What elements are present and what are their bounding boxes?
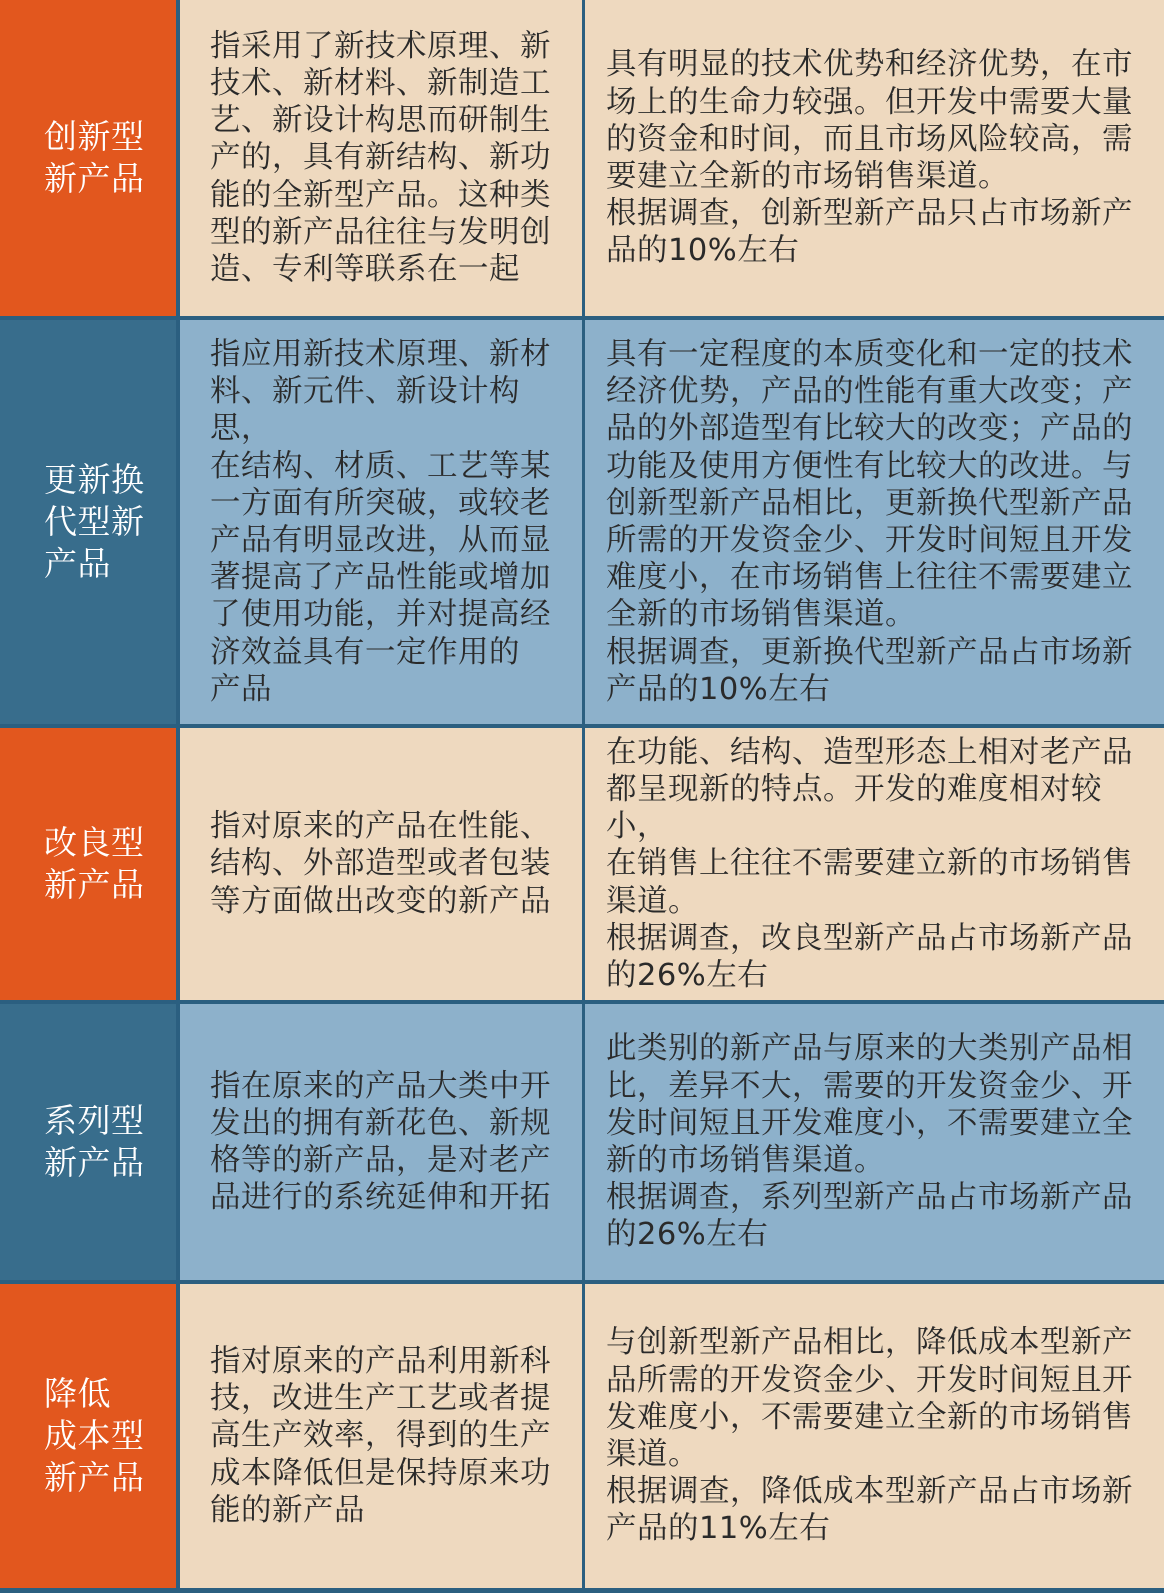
definition-cell	[180, 1284, 582, 1588]
table-row-replacement	[0, 320, 1164, 724]
definition-text: 指在原来的产品大类中开 发出的拥有新花色、新规 格等的新产品，是对老产 品进行的系统延伸和开拓	[210, 1068, 551, 1216]
type-label: 系列型 新产品	[44, 1101, 145, 1182]
type-label: 改良型 新产品	[44, 823, 145, 904]
features-text: 具有明显的技术优势和经济优势，在市 场上的生命力较强。但开发中需要大量 的资金和时间，而且市场风险较高，需 要建立全新的市场销售渠道。 根据调查，创新型新产品只占市场新产 品的10%左右	[606, 47, 1133, 269]
features-cell	[585, 1004, 1164, 1280]
type-cell	[0, 1284, 176, 1588]
definition-cell	[180, 0, 582, 316]
table-row-series	[0, 1004, 1164, 1280]
definition-text: 指对原来的产品利用新科 技，改进生产工艺或者提 高生产效率，得到的生产 成本降低但是保持原来功 能的新产品	[210, 1343, 551, 1528]
type-cell	[0, 728, 176, 1000]
features-cell	[585, 320, 1164, 724]
definition-cell	[180, 1004, 582, 1280]
type-cell	[0, 0, 176, 316]
table-row-cost-reduction	[0, 1284, 1164, 1588]
type-cell	[0, 320, 176, 724]
type-label: 更新换 代型新 产品	[44, 460, 145, 583]
features-cell	[585, 0, 1164, 316]
definition-cell	[180, 320, 582, 724]
type-cell	[0, 1004, 176, 1280]
features-text: 具有一定程度的本质变化和一定的技术 经济优势，产品的性能有重大改变；产 品的外部造型有比较大的改变；产品的 功能及使用方便性有比较大的改进。与 创新型新产品相比，更新换代型新产品 所需的开发资金少、开发时间短且开发 难度小，在市场销售上往往不需要建立 全新的市场销售渠道。 根据调查，更新换代型新产品占市场新 产品的10%左右	[606, 336, 1133, 707]
table-row-innovative	[0, 0, 1164, 316]
features-cell	[585, 728, 1164, 1000]
type-label: 降低 成本型 新产品	[44, 1374, 145, 1497]
features-text: 在功能、结构、造型形态上相对老产品 都呈现新的特点。开发的难度相对较小， 在销售上往往不需要建立新的市场销售 渠道。 根据调查，改良型新产品占市场新产品 的26%左右	[606, 734, 1133, 993]
definition-text: 指对原来的产品在性能、 结构、外部造型或者包装 等方面做出改变的新产品	[210, 809, 551, 919]
definition-cell	[180, 728, 582, 1000]
features-cell	[585, 1284, 1164, 1588]
definition-text: 指采用了新技术原理、新 技术、新材料、新制造工 艺、新设计构思而研制生 产的，具有新结构、新功 能的全新型产品。这种类 型的新产品往往与发明创 造、专利等联系在一起	[210, 28, 551, 287]
features-text: 此类别的新产品与原来的大类别产品相 比，差异不大，需要的开发资金少、开 发时间短且开发难度小，不需要建立全 新的市场销售渠道。 根据调查，系列型新产品占市场新产品 的26%左右	[606, 1031, 1133, 1253]
definition-text: 指应用新技术原理、新材 料、新元件、新设计构思， 在结构、材质、工艺等某 一方面有所突破，或较老 产品有明显改进，从而显 著提高了产品性能或增加 了使用功能，并对提高经 济效益具有一定作用的 产品	[210, 336, 551, 707]
table-row-improved	[0, 728, 1164, 1000]
features-text: 与创新型新产品相比，降低成本型新产 品所需的开发资金少、开发时间短且开 发难度小，不需要建立全新的市场销售 渠道。 根据调查，降低成本型新产品占市场新 产品的11%左右	[606, 1325, 1133, 1547]
type-label: 创新型 新产品	[44, 117, 145, 198]
